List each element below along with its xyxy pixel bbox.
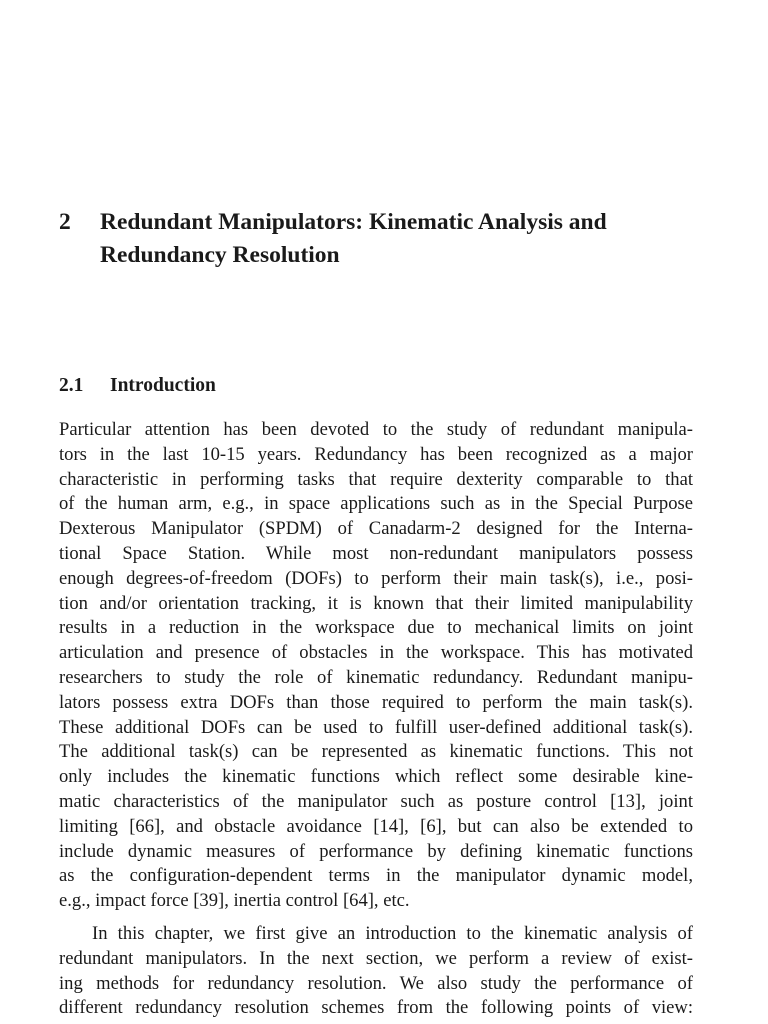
text-line: articulation and presence of obstacles in the workspace. This has motivated	[59, 642, 693, 664]
chapter-heading	[59, 206, 719, 272]
text-line: include dynamic measures of performance by defining kinematic functions	[59, 840, 693, 862]
text-line: different redundancy resolution schemes from the following points of view:	[59, 997, 693, 1019]
text-line: enough degrees-of-freedom (DOFs) to perform their main task(s), i.e., posi-	[59, 567, 693, 589]
text-line: characteristic in performing tasks that require dexterity comparable to that	[59, 468, 693, 490]
chapter-title	[100, 206, 719, 272]
section-title: Introduction	[110, 375, 216, 396]
section-heading	[59, 372, 216, 400]
text-line: limiting [66], and obstacle avoidance [14], [6], but can also be extended to	[59, 815, 693, 837]
chapter-title-line-1: Redundant Manipulators: Kinematic Analysis and	[100, 209, 607, 235]
text-line: as the configuration-dependent terms in the manipulator dynamic model,	[59, 865, 693, 887]
text-line: researchers to study the role of kinematic redundancy. Redundant manipu-	[59, 666, 693, 688]
text-line: tional Space Station. While most non-redundant manipulators possess	[59, 542, 693, 564]
text-line: tion and/or orientation tracking, it is known that their limited manipulability	[59, 592, 693, 614]
text-line: ing methods for redundancy resolution. We also study the performance of	[59, 972, 693, 994]
text-line: lators possess extra DOFs than those required to perform the main task(s).	[59, 691, 693, 713]
section-number: 2.1	[59, 375, 84, 396]
body-text	[59, 418, 693, 1021]
text-line: tors in the last 10-15 years. Redundancy has been recognized as a major	[59, 443, 693, 465]
paragraph-2	[59, 922, 693, 1021]
text-line: results in a reduction in the workspace due to mechanical limits on joint	[59, 617, 693, 639]
text-line: The additional task(s) can be represented as kinematic functions. This not	[59, 741, 693, 763]
text-line: of the human arm, e.g., in space applications such as in the Special Purpose	[59, 493, 693, 515]
text-line: These additional DOFs can be used to fulfill user-defined additional task(s).	[59, 716, 693, 738]
text-line: In this chapter, we first give an introduction to the kinematic analysis of	[92, 922, 693, 944]
text-line: e.g., impact force [39], inertia control [64], etc.	[59, 890, 410, 912]
text-line: Particular attention has been devoted to the study of redundant manipula-	[59, 419, 693, 440]
text-line: matic characteristics of the manipulator such as posture control [13], joint	[59, 790, 693, 812]
paragraph-1	[59, 418, 693, 914]
text-line: Dexterous Manipulator (SPDM) of Canadarm-2 designed for the Interna-	[59, 518, 693, 540]
text-line: only includes the kinematic functions which reflect some desirable kine-	[59, 766, 693, 788]
chapter-title-line-2: Redundancy Resolution	[100, 242, 340, 268]
chapter-number: 2	[59, 209, 71, 235]
paragraph-gap	[59, 914, 693, 922]
text-line: redundant manipulators. In the next section, we perform a review of exist-	[59, 947, 693, 969]
